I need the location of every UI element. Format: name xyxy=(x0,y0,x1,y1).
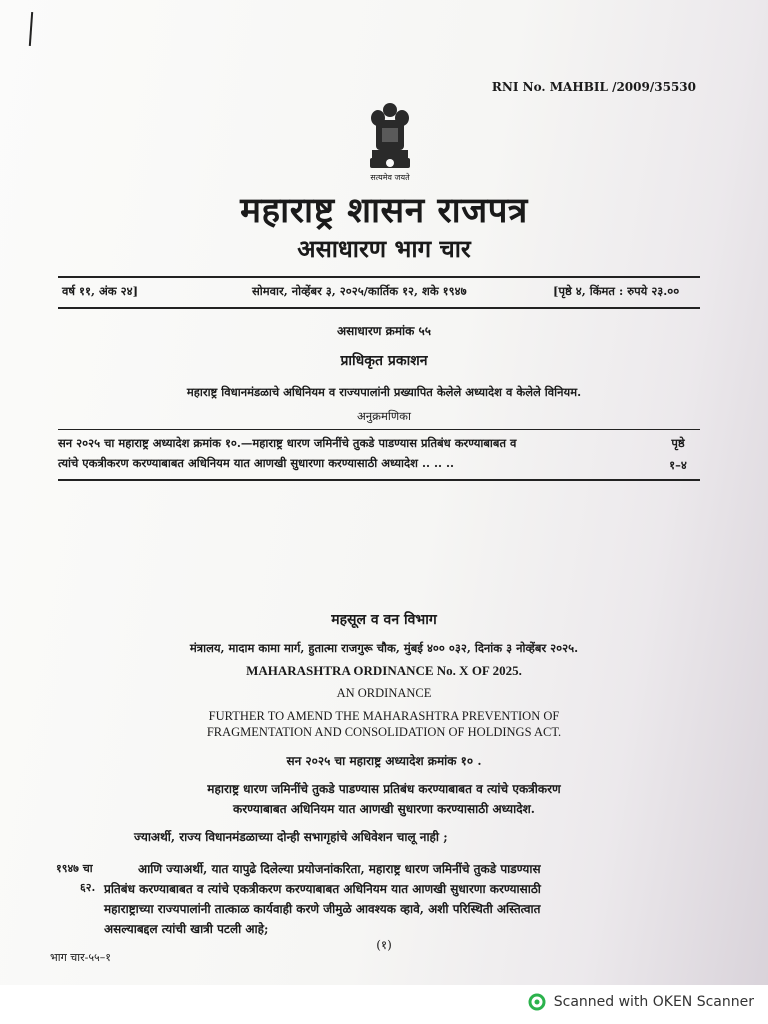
address-line: मंत्रालय, मादाम कामा मार्ग, हुतात्मा राजगुरू चौक, मुंबई ४०० ०३२, दिनांक ३ नोव्हेंबर २०२५. xyxy=(189,641,579,655)
oken-scanner-icon xyxy=(528,993,546,1011)
paragraph-2-line-1: आणि ज्याअर्थी, यात यापुढे दिलेल्या प्रयोजनांकरिता, महाराष्ट्र धारण जमिनींचे तुकडे पाडण्यास xyxy=(138,862,541,876)
extraordinary-number: असाधारण क्रमांक ५५ xyxy=(336,324,431,338)
authorized-publication: प्राधिकृत प्रकाशन xyxy=(340,353,428,369)
an-ordinance: AN ORDINANCE xyxy=(336,686,432,700)
part-reference: भाग चार-५५–१ xyxy=(50,951,111,964)
gazette-title: महाराष्ट्र शासन राजपत्र xyxy=(240,190,528,231)
page-number: (१) xyxy=(376,938,392,952)
marathi-title-line-1: महाराष्ट्र धारण जमिनींचे तुकडे पाडण्यास प्रतिबंध करण्याबाबत व त्यांचे एकत्रीकरण xyxy=(207,782,561,796)
year-issue: वर्ष ११, अंक २४] xyxy=(62,284,139,298)
margin-ref-number: ६२. xyxy=(80,881,96,894)
national-emblem-icon xyxy=(362,100,418,174)
gazette-subtitle: असाधारण भाग चार xyxy=(297,234,471,263)
contents-rule-bottom xyxy=(58,479,700,481)
header-rule-bottom xyxy=(58,307,700,309)
margin-ref-year: १९४७ चा xyxy=(56,862,93,875)
rni-number: RNI No. MAHBIL /2009/35530 xyxy=(491,80,696,94)
department: महसूल व वन विभाग xyxy=(331,612,437,628)
issue-date: सोमवार, नोव्हेंबर ३, २०२५/कार्तिक १२, शके १९४७ xyxy=(252,284,467,298)
further-line-2: FRAGMENTATION AND CONSOLIDATION OF HOLDINGS ACT. xyxy=(206,725,562,739)
further-line-1: FURTHER TO AMEND THE MAHARASHTRA PREVENTION OF xyxy=(208,709,560,723)
pen-mark xyxy=(29,12,33,46)
issue-description: महाराष्ट्र विधानमंडळाचे अधिनियम व राज्यपालांनी प्रख्यापित केलेले अध्यादेश व केलेले विनियम. xyxy=(186,385,582,399)
paragraph-1: ज्याअर्थी, राज्य विधानमंडळाच्या दोन्ही सभागृहांचे अधिवेशन चालू नाही ; xyxy=(134,830,448,844)
contents-line-2: त्यांचे एकत्रीकरण करण्याबाबत अधिनियम यात आणखी सुधारणा करण्यासाठी अध्यादेश .. .. .. xyxy=(58,456,454,470)
header-rule-top xyxy=(58,276,700,278)
marathi-title-line-2: करण्याबाबत अधिनियम यात आणखी सुधारणा करण्यासाठी अध्यादेश. xyxy=(233,802,535,816)
paragraph-2-line-4: असल्याबद्दल त्यांची खात्री पटली आहे; xyxy=(104,922,269,936)
pages-price: [पृष्ठे ४, किंमत : रुपये २३.०० xyxy=(553,284,680,298)
paragraph-2-line-3: महाराष्ट्राच्या राज्यपालांनी तात्काळ कार्यवाही करणे जीमुळे आवश्यक व्हावे, अशी परिस्थिती अस्तित्वात xyxy=(104,902,541,916)
ordinance-title: MAHARASHTRA ORDINANCE No. X OF 2025. xyxy=(246,663,522,678)
index-heading: अनुक्रमणिका xyxy=(357,409,411,423)
scanner-watermark xyxy=(528,990,754,1014)
scanner-text: Scanned with OKEN Scanner xyxy=(553,994,754,1010)
contents-rule-top xyxy=(58,429,700,430)
paragraph-2-line-2: प्रतिबंध करण्याबाबत व त्यांचे एकत्रीकरण करण्याबाबत अधिनियम यात आणखी सुधारणा करण्यासाठी xyxy=(104,882,541,896)
contents-line-1: सन २०२५ चा महाराष्ट्र अध्यादेश क्रमांक १०.—महाराष्ट्र धारण जमिनींचे तुकडे पाडण्यास प्रतिबंध करण्याबाबत व xyxy=(58,436,517,450)
contents-page-label: पृष्ठे xyxy=(671,436,685,450)
motto: सत्यमेव जयते xyxy=(370,173,410,182)
contents-page-range: १–४ xyxy=(669,458,687,472)
marathi-ordinance-number: सन २०२५ चा महाराष्ट्र अध्यादेश क्रमांक १० . xyxy=(286,754,482,768)
